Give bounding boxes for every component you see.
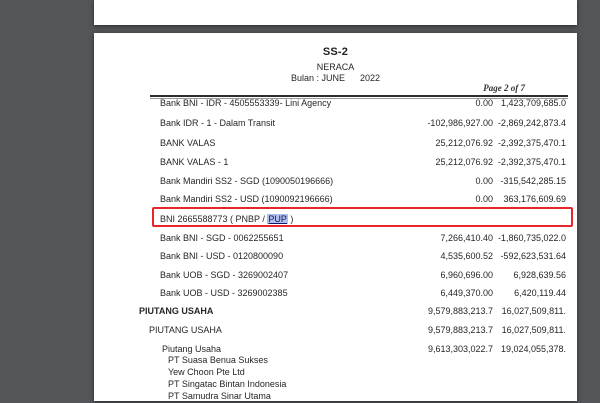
report-period: Bulan : JUNE 2022 [290,73,381,83]
value-column-1: 0.00 [475,194,493,204]
value-column-1: 4,535,600.52 [440,251,493,261]
table-row [94,251,577,263]
account-label: Bank Mandiri SS2 - SGD (1090050196666) [160,176,334,186]
value-column-1: 7,266,410.40 [440,233,493,243]
account-label: Bank UOB - USD - 3269002385 [160,288,288,298]
table-row [94,325,577,337]
report-title: NERACA [316,62,355,72]
account-label: Bank BNI - IDR - 4505553339- Lini Agency [160,98,332,108]
previous-page-bottom-edge [94,0,577,25]
value-column-1: 0.00 [475,98,493,108]
value-column-2: -2,869,242,873.4 [497,118,566,128]
value-column-1: -102,986,927.00 [427,118,493,128]
search-match-highlight: PUP [268,214,287,224]
account-label: PIUTANG USAHA [139,306,214,316]
value-column-2: 16,027,509,811. [501,306,566,316]
table-row [94,355,577,367]
table-row [94,98,577,110]
table-row [94,367,577,379]
account-label: PT Singatac Bintan Indonesia [168,379,287,389]
account-label: PT Samudra Sinar Utama [168,391,271,401]
table-row [94,176,577,188]
table-row [94,233,577,245]
account-label: Bank IDR - 1 - Dalam Transit [160,118,276,128]
account-label: Bank UOB - SGD - 3269002407 [160,270,289,280]
account-label: BNI 2665588773 ( PNBP / PUP ) [160,214,294,224]
account-label: Piutang Usaha [162,344,222,354]
value-column-2: 363,176,609.69 [503,194,566,204]
account-label: BANK VALAS - 1 [160,157,229,167]
value-column-2: 1,423,709,685.0 [500,98,566,108]
value-column-2: 6,420,119.44 [514,288,566,298]
account-label: PIUTANG USAHA [149,325,222,335]
table-row [94,270,577,282]
report-code: SS-2 [322,46,349,58]
value-column-2: -592,623,531.64 [500,251,566,261]
table-row [94,379,577,391]
value-column-1: 0.00 [475,176,493,186]
account-label: Bank Mandiri SS2 - USD (1090092196666) [160,194,333,204]
document-page[interactable] [94,33,577,401]
value-column-1: 6,449,370.00 [440,288,493,298]
table-row [94,391,577,403]
account-label: BANK VALAS [160,138,216,148]
value-column-1: 9,579,883,213.7 [427,325,493,335]
value-column-1: 9,579,883,213.7 [427,306,493,316]
table-row [94,306,577,318]
table-row [94,214,577,226]
page-number-indicator: Page 2 of 7 [483,83,525,93]
account-label: Bank BNI - USD - 0120800090 [160,251,284,261]
value-column-2: -2,392,375,470.1 [497,138,566,148]
value-column-1: 25,212,076.92 [435,157,493,167]
value-column-1: 25,212,076.92 [435,138,493,148]
value-column-2: -315,542,285.15 [500,176,566,186]
value-column-1: 9,613,303,022.7 [427,344,493,354]
account-label: Bank BNI - SGD - 0062255651 [160,233,284,243]
value-column-2: 6,928,639.56 [513,270,566,280]
value-column-2: 16,027,509,811. [501,325,566,335]
account-label: PT Suasa Benua Sukses [168,355,268,365]
table-row [94,194,577,206]
table-row [94,157,577,169]
value-column-2: -2,392,375,470.1 [497,157,566,167]
table-row [94,288,577,300]
table-row [94,118,577,130]
value-column-1: 6,960,696.00 [440,270,493,280]
value-column-2: 19,024,055,378. [500,344,566,354]
table-row [94,138,577,150]
value-column-2: -1,860,735,022.0 [497,233,566,243]
account-label: Yew Choon Pte Ltd [168,367,245,377]
